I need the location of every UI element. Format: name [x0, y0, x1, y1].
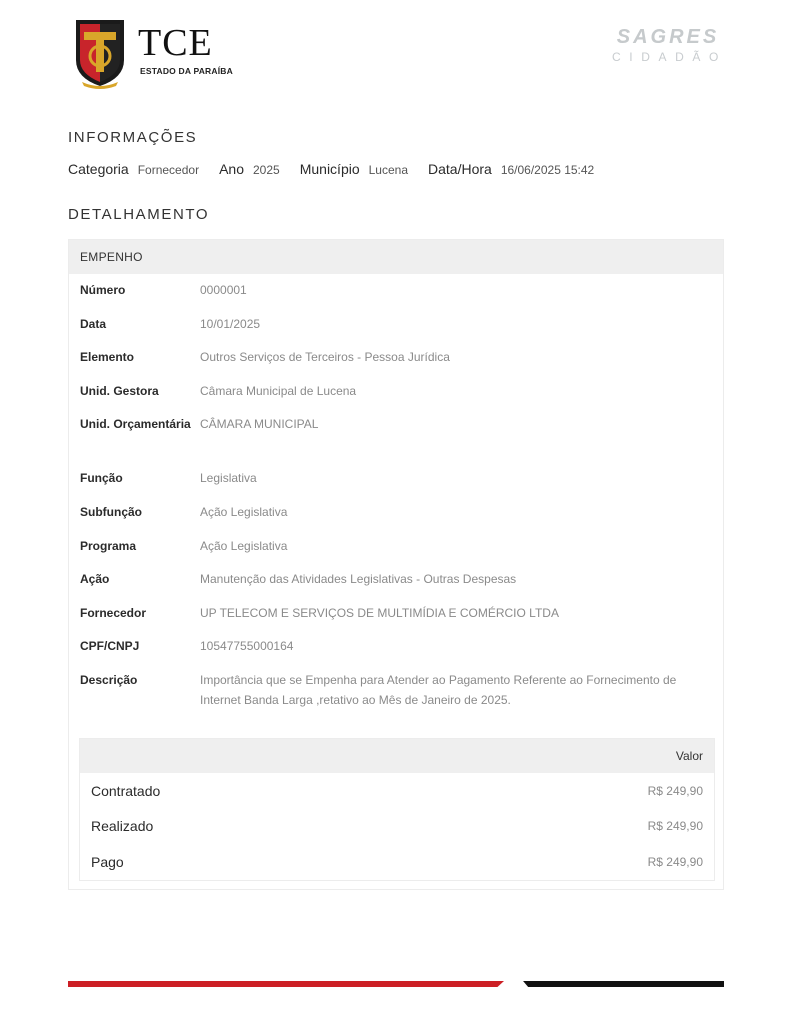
detail-label: Função [80, 471, 123, 485]
empenho-card [68, 239, 724, 890]
detail-value: Importância que se Empenha para Atender ao Pagamento Referente ao Fornecimento de Internet Banda Larga ,retativo ao Mês de Janeiro de 2025. [200, 673, 677, 707]
detail-label: Programa [80, 539, 137, 553]
value-label: Realizado [91, 818, 154, 835]
info-label-municipio: Município [299, 161, 360, 177]
detail-label: Descrição [80, 673, 138, 687]
value-row [80, 844, 714, 880]
value-amount: R$ 249,90 [647, 783, 703, 798]
detail-row [80, 314, 720, 335]
detail-row [80, 414, 720, 435]
detail-section-title: DETALHAMENTO [68, 206, 210, 223]
detail-label: Subfunção [80, 505, 142, 519]
detail-value: Ação Legislativa [200, 539, 288, 553]
system-name: SAGRES [616, 26, 720, 48]
info-fields [68, 161, 614, 177]
detail-label: Unid. Gestora [80, 384, 159, 398]
detail-row [80, 347, 720, 368]
detail-value: UP TELECOM E SERVIÇOS DE MULTIMÍDIA E COMÉRCIO LTDA [200, 606, 559, 620]
detail-value: 0000001 [200, 283, 247, 297]
detail-value: Outros Serviços de Terceiros - Pessoa Jurídica [200, 350, 450, 364]
detail-row [80, 569, 720, 590]
footer-stripe-red [68, 981, 504, 987]
value-label: Contratado [91, 782, 161, 799]
info-value-categoria: Fornecedor [137, 163, 200, 177]
detail-value: 10/01/2025 [200, 317, 261, 331]
detail-label: Elemento [80, 350, 135, 364]
detail-value: Legislativa [200, 471, 257, 485]
tce-crest-icon [72, 16, 128, 90]
info-label-data-hora: Data/Hora [428, 161, 492, 177]
sagres-logo [612, 26, 727, 64]
detail-value: 10547755000164 [200, 639, 294, 653]
info-value-municipio: Lucena [368, 163, 408, 177]
org-title: TCE [138, 22, 213, 64]
footer-stripe-black [520, 981, 724, 987]
value-amount: R$ 249,90 [647, 819, 703, 834]
detail-value: Câmara Municipal de Lucena [200, 384, 357, 398]
value-row [80, 773, 714, 809]
system-subtitle: CIDADÃO [612, 50, 727, 64]
value-row [80, 809, 714, 845]
detail-row [80, 280, 720, 301]
info-value-data-hora: 16/06/2025 15:42 [500, 163, 595, 177]
detail-label: Data [80, 317, 107, 331]
detail-label: Ação [80, 572, 110, 586]
detail-row [80, 536, 720, 557]
value-amount: R$ 249,90 [647, 854, 703, 869]
values-table-header: Valor [80, 739, 714, 773]
detail-row [80, 670, 720, 710]
page-header [0, 0, 792, 100]
info-label-ano: Ano [219, 161, 244, 177]
detail-row [80, 636, 720, 657]
card-header: EMPENHO [69, 240, 723, 274]
org-subtitle: ESTADO DA PARAÍBA [140, 66, 233, 76]
value-label: Pago [91, 853, 124, 870]
detail-row [80, 502, 720, 523]
detail-value: CÂMARA MUNICIPAL [200, 417, 319, 431]
detail-row [80, 603, 720, 624]
detail-row [80, 381, 720, 402]
detail-row [80, 468, 720, 489]
info-value-ano: 2025 [253, 163, 280, 177]
detail-label: CPF/CNPJ [80, 639, 140, 653]
info-label-categoria: Categoria [68, 161, 129, 177]
detail-value: Manutenção das Atividades Legislativas - Outras Despesas [200, 572, 517, 586]
values-table [79, 738, 715, 881]
info-section-title: INFORMAÇÕES [68, 129, 198, 146]
detail-label: Número [80, 283, 126, 297]
detail-label: Unid. Orçamentária [80, 417, 191, 431]
detail-label: Fornecedor [80, 606, 147, 620]
detail-value: Ação Legislativa [200, 505, 288, 519]
